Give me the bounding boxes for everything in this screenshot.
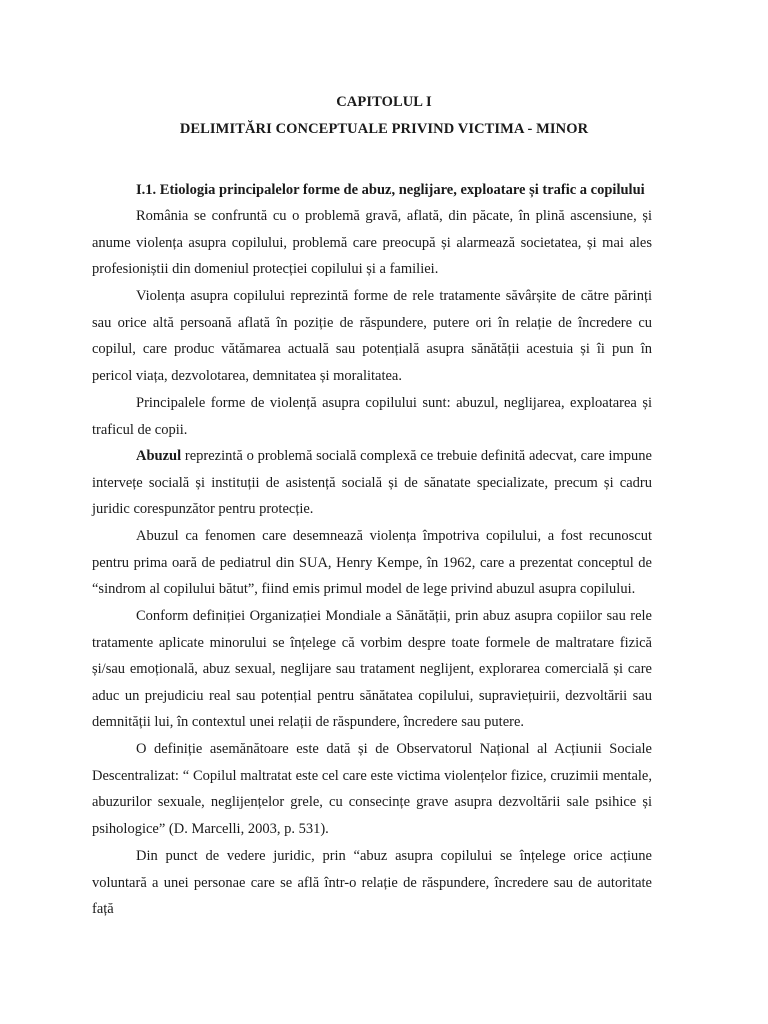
paragraph-intro: România se confruntă cu o problemă gravă, aflată, din păcate, în plină ascensiune, și anume violența asupra copilului, problemă care preocupă și alarmează societatea, și mai ales profesioniștii din domeniul protecției copilului și a familiei. <box>92 208 652 277</box>
paragraph-who-definition: Conform definiției Organizației Mondiale a Sănătății, prin abuz asupra copiilor sau rele tratamente aplicate minorului se înțelege că vorbim despre toate formele de maltratare fizică și/sau emoțională, abuz sexual, neglijare sau tratament neglijent, explorarea comercială și care aduc un prejudiciu real sau potențial pentru sănătatea copilului, supraviețuirii, dezvoltării sau demnității lui, în contextul unei relații de răspundere, încredere sau putere. <box>92 608 652 730</box>
paragraph-juridical-definition: Din punct de vedere juridic, prin “abuz asupra copilului se înțelege orice acțiune voluntară a unei personae care se află într-o relație de răspundere, încredere sau de autoritate față <box>92 848 652 917</box>
chapter-title: DELIMITĂRI CONCEPTUALE PRIVIND VICTIMA - MINOR <box>179 121 589 137</box>
paragraph-observatory-definition: O definiție asemănătoare este dată și de Observatorul Național al Acțiunii Sociale Descentralizat: “ Copilul maltratat este cel care este victima violențelor fizice, cruzimii mentale, abuzurilor sexuale, neglijențelor grele, cu consecințe grave asupra dezvoltării sale psihice și psihologice” (D. Marcelli, 2003, p. 531). <box>92 741 652 837</box>
abuse-term: Abuzul <box>136 448 182 464</box>
paragraph-forms-of-violence: Principalele forme de violență asupra copilului sunt: abuzul, neglijarea, exploatarea și traficul de copii. <box>92 395 652 438</box>
paragraph-abuse <box>92 443 652 523</box>
abuse-description: reprezintă o problemă socială complexă ce trebuie definită adecvat, care impune intervețe socială și instituții de asistență socială și de sănatate specializate, precum și cadru juridic corespunzător pentru protecție. <box>92 448 652 517</box>
paragraph-violence-definition: Violența asupra copilului reprezintă forme de rele tratamente săvârșite de către părinți sau orice altă persoană aflată în poziție de răspundere, putere ori în relație de încredere cu copilul, care produc vătămarea actuală sau potențială asupra sănătății acestuia și îi pun în pericol viața, dezvolotarea, demnitatea și moralitatea. <box>92 288 652 384</box>
paragraph-kempe: Abuzul ca fenomen care desemnează violența împotriva copilului, a fost recunoscut pentru prima oară de pediatrul din SUA, Henry Kempe, în 1962, care a prezentat conceptul de “sindrom al copilului bătut”, fiind emis primul model de lege privind abuzul asupra copilului. <box>92 528 652 597</box>
section-title: I.1. Etiologia principalelor forme de abuz, neglijare, exploatare și trafic a copilului <box>136 182 645 198</box>
chapter-number: CAPITOLUL I <box>336 94 432 110</box>
